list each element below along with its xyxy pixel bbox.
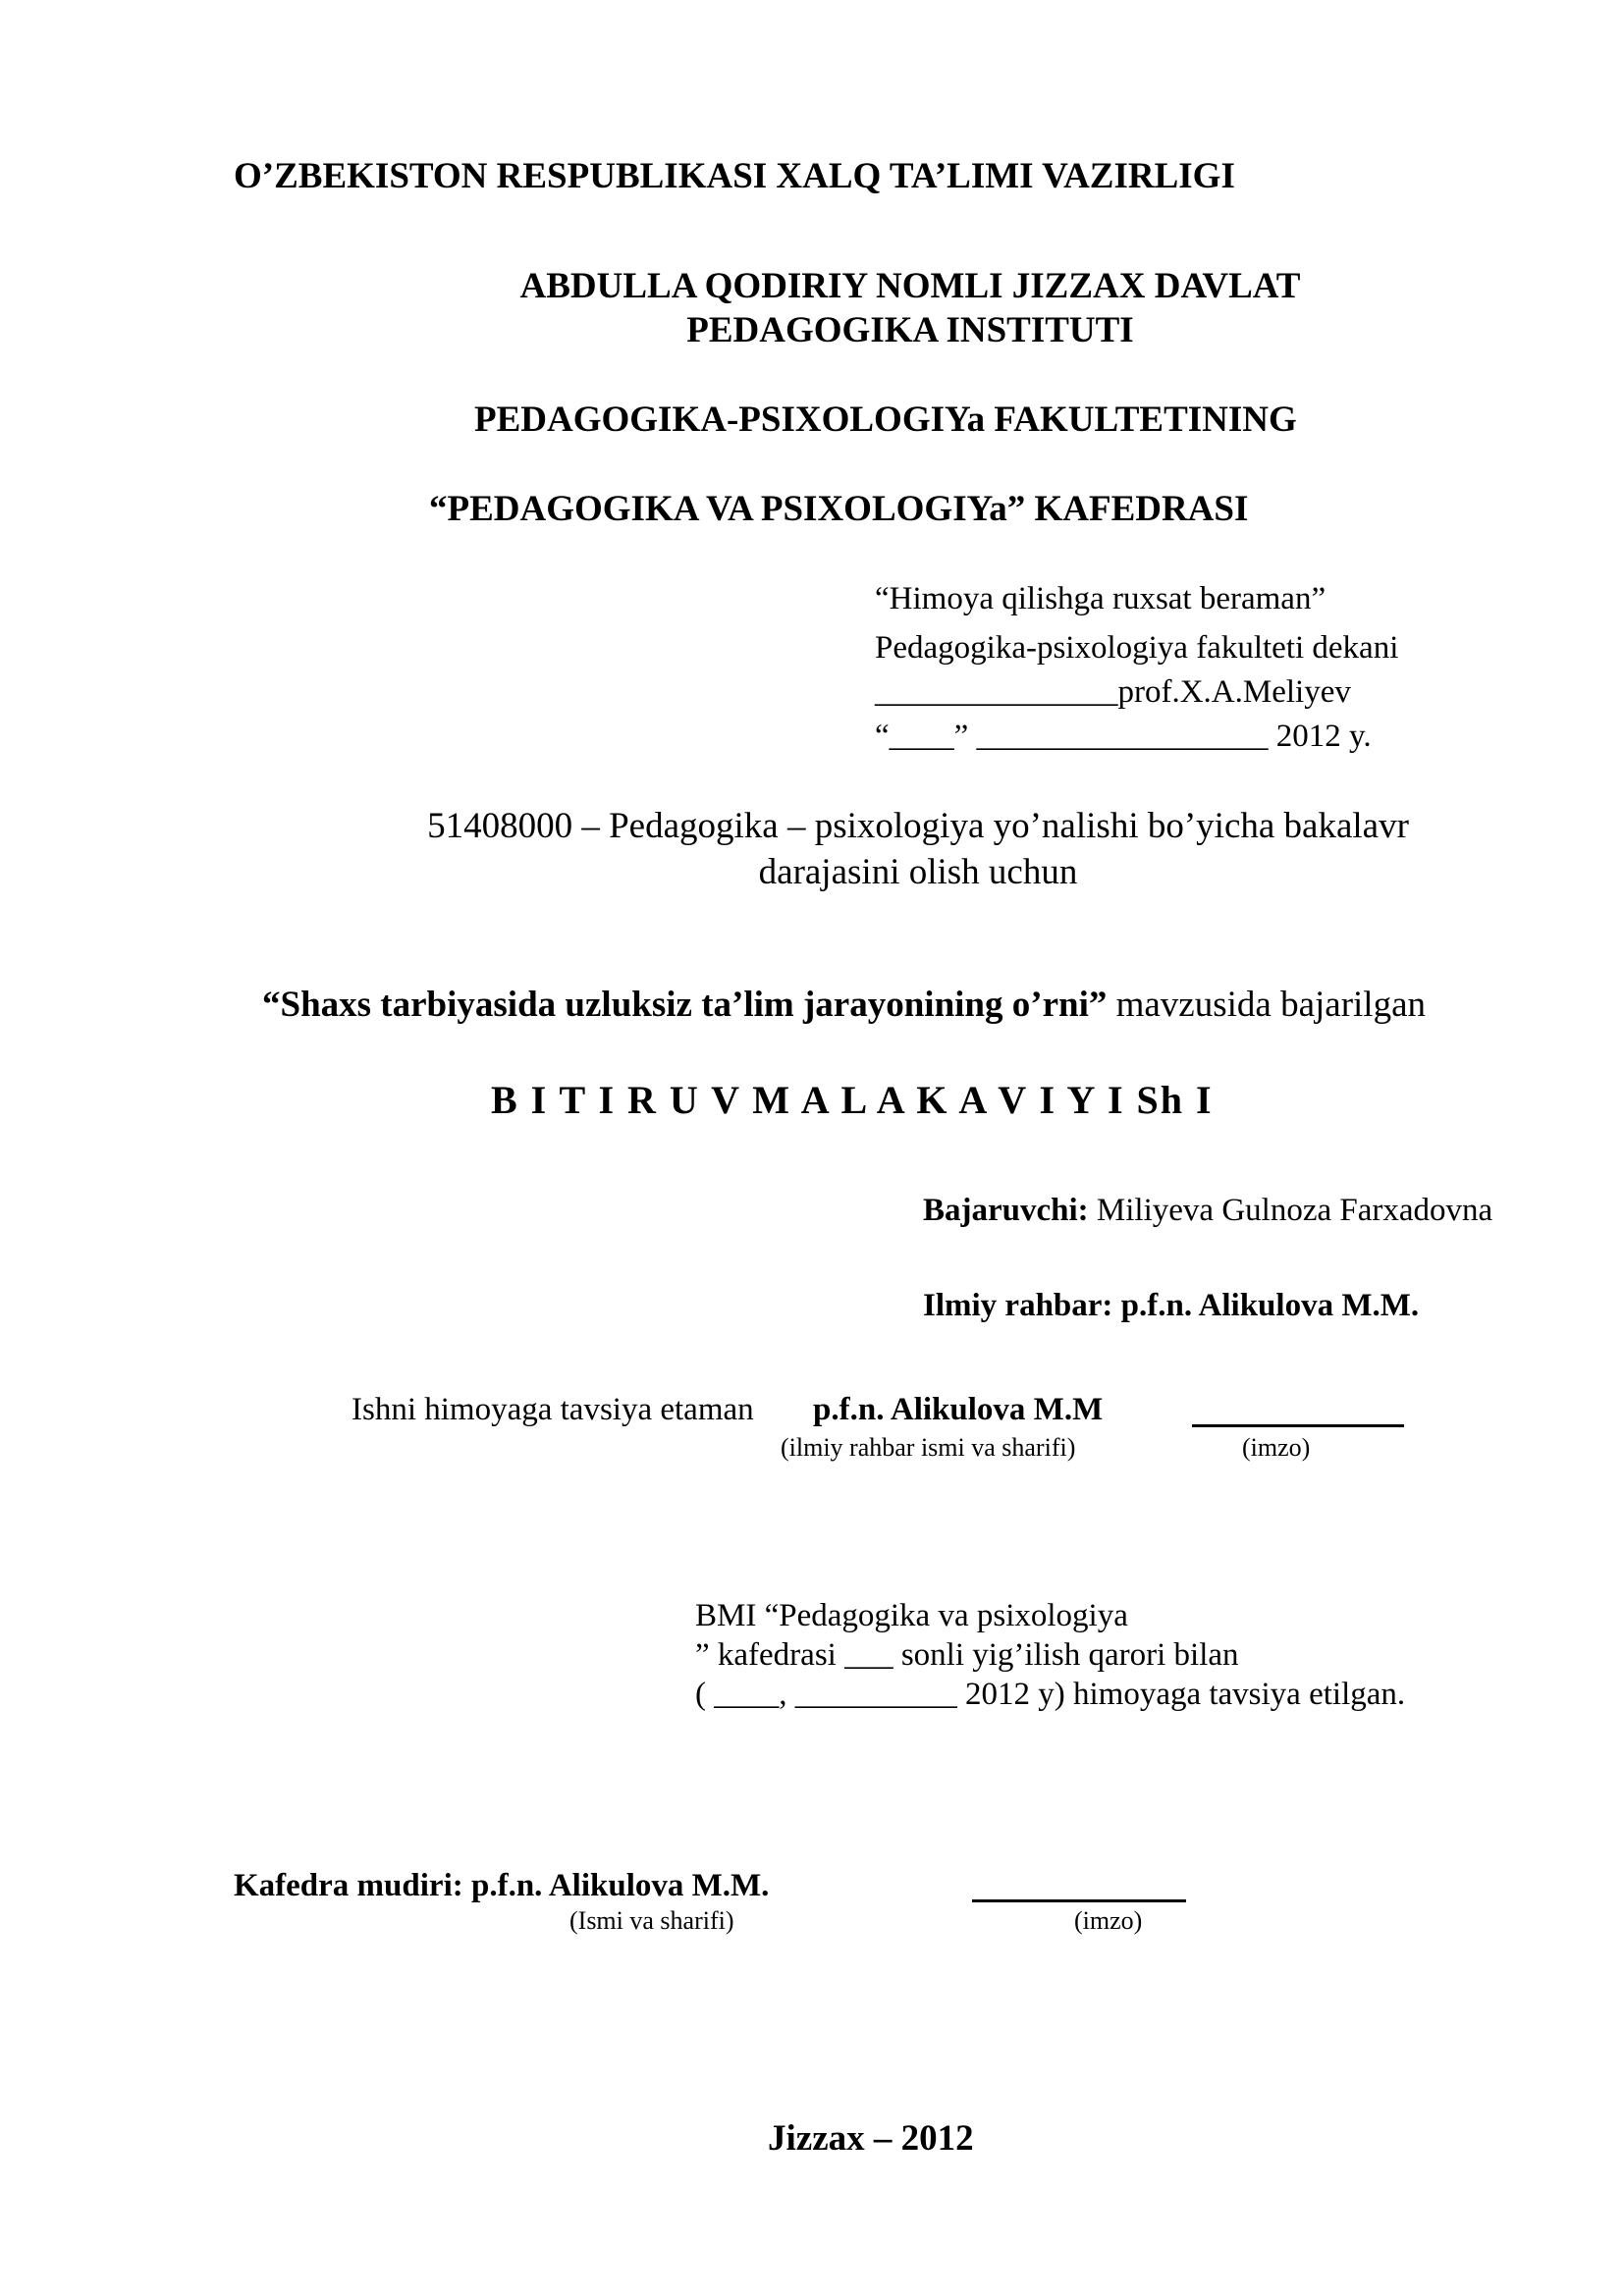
head-name-caption: (Ismi va sharifi) [569, 1906, 734, 1935]
topic-line [262, 984, 1426, 1026]
head-sign-caption: (imzo) [1074, 1906, 1143, 1935]
performer-line [923, 1193, 1492, 1229]
footer-city-year: Jizzax – 2012 [768, 2118, 974, 2159]
degree-line1: 51408000 – Pedagogika – psixologiya yo’nalishi bo’yicha bakalavr [427, 806, 1409, 846]
bmi-line3: ( ____, __________ 2012 y) himoyaga tavsiya etilgan. [695, 1677, 1406, 1712]
work-title: B I T I R U V M A L A K A V I Y I Sh I [491, 1078, 1214, 1122]
bmi-line1: BMI “Pedagogika va psixologiya [695, 1598, 1128, 1633]
topic-title: “Shaxs tarbiyasida uzluksiz ta’lim jarayonining o’rni” [262, 985, 1108, 1025]
faculty-heading: PEDAGOGIKA-PSIXOLOGIYa FAKULTETINING [474, 400, 1297, 440]
bmi-line2: ” kafedrasi ___ sonli yig’ilish qarori bilan [695, 1637, 1239, 1673]
recommend-name-caption: (ilmiy rahbar ismi va sharifi) [781, 1433, 1076, 1462]
department-heading: “PEDAGOGIKA VA PSIXOLOGIYa” KAFEDRASI [429, 489, 1249, 529]
performer-label: Bajaruvchi: [923, 1193, 1089, 1228]
recommend-supervisor-name: p.f.n. Alikulova M.M [813, 1392, 1104, 1427]
recommend-text: Ishni himoyaga tavsiya etaman [352, 1392, 754, 1427]
approval-line3: _______________prof.X.A.Meliyev [875, 674, 1351, 710]
performer-name: Miliyeva Gulnoza Farxadovna [1088, 1193, 1493, 1228]
ministry-heading: O’ZBEKISTON RESPUBLIKASI XALQ TA’LIMI VAZIRLIGI [234, 156, 1235, 196]
approval-line1: “Himoya qilishga ruxsat beraman” [875, 581, 1326, 616]
topic-suffix: mavzusida bajarilgan [1107, 985, 1427, 1025]
institute-heading-line1: ABDULLA QODIRIY NOMLI JIZZAX DAVLAT [519, 266, 1301, 306]
recommend-sign-caption: (imzo) [1242, 1433, 1311, 1462]
supervisor-line: Ilmiy rahbar: p.f.n. Alikulova M.M. [923, 1288, 1420, 1323]
degree-line2: darajasini olish uchun [758, 852, 1078, 892]
supervisor-signature-line [1192, 1424, 1404, 1427]
approval-line2: Pedagogika-psixologiya fakulteti dekani [875, 630, 1399, 666]
head-signature-line [972, 1899, 1186, 1902]
institute-heading-line2: PEDAGOGIKA INSTITUTI [686, 310, 1134, 350]
approval-line4: “____” __________________ 2012 y. [875, 719, 1372, 754]
department-head-line: Kafedra mudiri: p.f.n. Alikulova M.M. [234, 1868, 770, 1903]
